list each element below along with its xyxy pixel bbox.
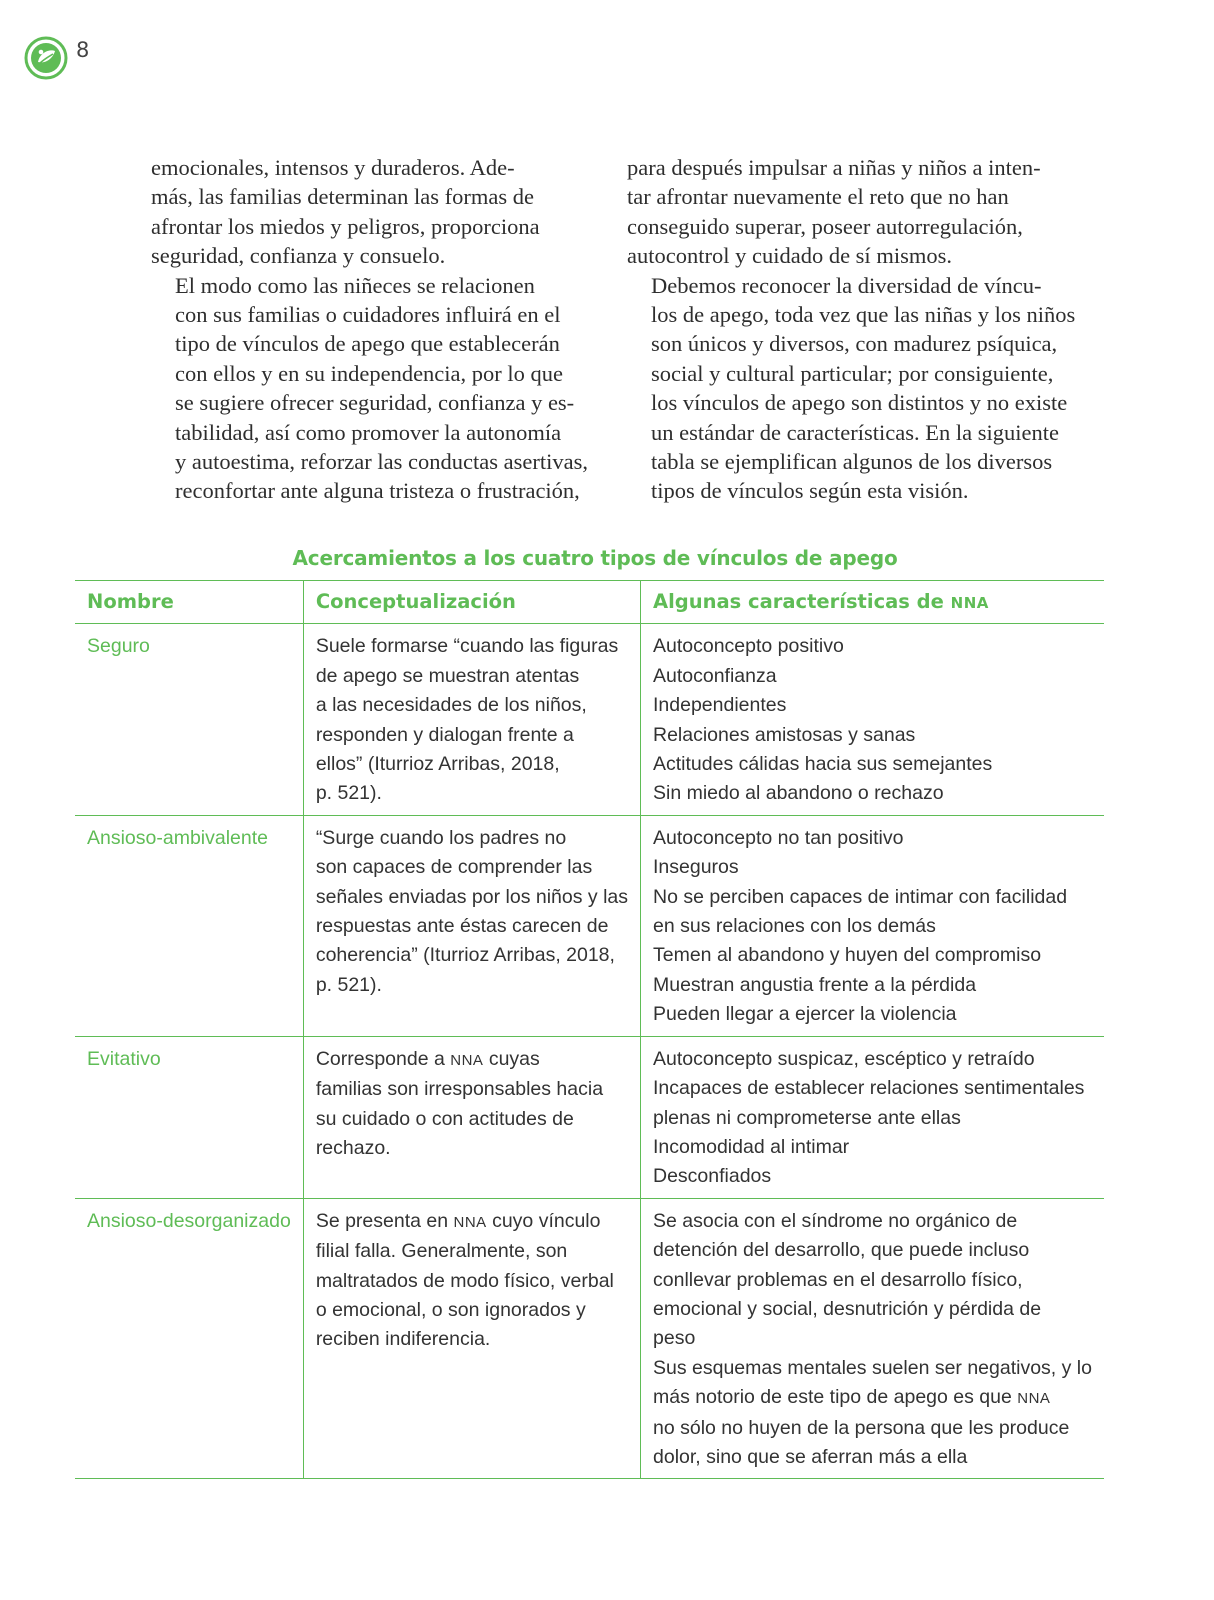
- concept-line: “Surge cuando los padres no: [315, 826, 567, 849]
- concept-line: son capaces de comprender las: [315, 856, 593, 879]
- text-line: se sugiere ofrecer seguridad, confianza y es-: [175, 390, 575, 416]
- traits-cell: [641, 624, 1105, 815]
- concept-line: reciben indiferencia.: [315, 1328, 491, 1351]
- acronym-nna: NNA: [950, 594, 989, 612]
- trait-line: conllevar problemas en el desarrollo físico,: [653, 1268, 1023, 1291]
- table-body: [75, 624, 1104, 1479]
- traits-cell: [641, 815, 1105, 1036]
- trait-line: Incomodidad al intimar: [653, 1135, 850, 1158]
- text-line: más, las familias determinan las formas de: [151, 184, 535, 210]
- concept-line: ellos” (Iturrioz Arribas, 2018,: [315, 753, 560, 776]
- text-line: tabilidad, así como promover la autonomía: [175, 419, 562, 445]
- concept-line: p. 521).: [315, 782, 382, 805]
- text-line: seguridad, confianza y consuelo.: [151, 243, 446, 269]
- attachment-type-name: Evitativo: [75, 1036, 303, 1198]
- traits-cell: [641, 1036, 1105, 1198]
- table-row: [75, 1036, 1104, 1198]
- paragraph: [627, 153, 1063, 271]
- trait-line: en sus relaciones con los demás: [653, 915, 936, 938]
- attachment-type-name: Ansioso-desorganizado: [75, 1198, 303, 1479]
- trait-line: Sin miedo al abandono o rechazo: [653, 782, 944, 805]
- text-line: con sus familias o cuidadores influirá en el: [175, 302, 561, 328]
- text-line: los vínculos de apego son distintos y no existe: [651, 390, 1068, 416]
- conceptualization-cell: [303, 1198, 640, 1479]
- table-header-row: [75, 581, 1104, 624]
- acronym-nna: NNA: [450, 1051, 484, 1069]
- concept-line: Corresponde a NNA cuyas: [315, 1047, 540, 1070]
- text-line: tar afrontar nuevamente el reto que no han: [627, 184, 1009, 210]
- paragraph: [627, 271, 1076, 506]
- text-line: para después impulsar a niñas y niños a inten-: [627, 155, 1041, 180]
- concept-line: rechazo.: [315, 1136, 391, 1159]
- trait-line: Desconfiados: [653, 1165, 772, 1188]
- trait-line: no sólo no huyen de la persona que les produce: [653, 1416, 1070, 1439]
- acronym-nna: NNA: [1017, 1390, 1051, 1408]
- left-column: [151, 153, 587, 506]
- trait-line: plenas ni comprometerse ante ellas: [653, 1106, 961, 1129]
- table-row: [75, 624, 1104, 815]
- concept-line: Suele formarse “cuando las figuras: [315, 635, 619, 658]
- trait-line: Sus esquemas mentales suelen ser negativos, y lo: [653, 1356, 1092, 1379]
- concept-line: Se presenta en NNA cuyo vínculo: [315, 1209, 601, 1232]
- conceptualization-cell: [303, 1036, 640, 1198]
- text-line: afrontar los miedos y peligros, proporciona: [151, 213, 540, 239]
- trait-line: Incapaces de establecer relaciones sentimentales: [653, 1077, 1085, 1100]
- right-column: [627, 153, 1076, 506]
- trait-line: Temen al abandono y huyen del compromiso: [653, 944, 1042, 967]
- text-line: tabla se ejemplifican algunos de los diversos: [651, 449, 1053, 475]
- body-text-columns: [151, 153, 1076, 506]
- text-line: Debemos reconocer la diversidad de víncu-: [651, 272, 1042, 298]
- attachment-types-table: [75, 580, 1104, 1479]
- page-number: 8: [76, 38, 90, 62]
- table-row: [75, 815, 1104, 1036]
- text-line: reconfortar ante alguna tristeza o frustración,: [175, 478, 580, 504]
- text-line: los de apego, toda vez que las niñas y los niños: [651, 302, 1076, 328]
- concept-line: familias son irresponsables hacia: [315, 1078, 604, 1101]
- text-line: autocontrol y cuidado de sí mismos.: [627, 243, 952, 269]
- text-line: conseguido superar, poseer autorregulación,: [627, 213, 1023, 239]
- concept-line: señales enviadas por los niños y las: [315, 885, 628, 908]
- trait-line: Se asocia con el síndrome no orgánico de: [653, 1209, 1018, 1232]
- paragraph: [151, 153, 587, 271]
- trait-line: Inseguros: [653, 856, 739, 879]
- concept-line: a las necesidades de los niños,: [315, 694, 587, 717]
- concept-line: o emocional, o son ignorados y: [315, 1298, 586, 1321]
- trait-line: detención del desarrollo, que puede incluso: [653, 1239, 1030, 1262]
- text-line: social y cultural particular; por consiguiente,: [651, 360, 1054, 386]
- trait-line: dolor, sino que se aferran más a ella: [653, 1445, 968, 1468]
- text-line: tipos de vínculos según esta visión.: [651, 478, 969, 504]
- trait-line: Autoconcepto positivo: [653, 635, 844, 658]
- paragraph: [151, 271, 587, 506]
- table-title: Acercamientos a los cuatro tipos de vínculos de apego: [292, 546, 898, 570]
- trait-line: Actitudes cálidas hacia sus semejantes: [653, 753, 993, 776]
- trait-line: Relaciones amistosas y sanas: [653, 723, 916, 746]
- trait-line: Autoconcepto no tan positivo: [653, 826, 904, 849]
- trait-line: Autoconcepto suspicaz, escéptico y retraído: [653, 1047, 1035, 1070]
- traits-cell: [641, 1198, 1105, 1479]
- text-line: con ellos y en su independencia, por lo que: [175, 360, 564, 386]
- attachment-type-name: Seguro: [75, 624, 303, 815]
- trait-line: más notorio de este tipo de apego es que NNA: [653, 1386, 1051, 1409]
- trait-line: Independientes: [653, 694, 787, 717]
- text-line: El modo como las niñeces se relacionen: [175, 272, 535, 298]
- column-header-concept: Conceptualización: [303, 581, 640, 624]
- text-line: tipo de vínculos de apego que establecerán: [175, 331, 560, 357]
- trait-line: No se perciben capaces de intimar con facilidad: [653, 885, 1068, 908]
- concept-line: coherencia” (Iturrioz Arribas, 2018,: [315, 944, 615, 967]
- concept-line: respuestas ante éstas carecen de: [315, 915, 609, 938]
- trait-line: Muestran angustia frente a la pérdida: [653, 973, 977, 996]
- concept-line: maltratados de modo físico, verbal: [315, 1269, 614, 1292]
- conceptualization-cell: [303, 624, 640, 815]
- trait-line: emocional y social, desnutrición y pérdida de: [653, 1297, 1042, 1320]
- concept-line: su cuidado o con actitudes de: [315, 1107, 574, 1130]
- column-header-traits: Algunas características de NNA: [641, 581, 1105, 624]
- concept-line: p. 521).: [315, 973, 382, 996]
- concept-line: de apego se muestran atentas: [315, 664, 580, 687]
- trait-line: peso: [653, 1327, 696, 1350]
- text-line: un estándar de características. En la siguiente: [651, 419, 1059, 445]
- attachment-type-name: Ansioso-ambivalente: [75, 815, 303, 1036]
- conceptualization-cell: [303, 815, 640, 1036]
- circular-leaf-logo-icon: [24, 36, 68, 80]
- acronym-nna: NNA: [453, 1213, 487, 1231]
- trait-line: Pueden llegar a ejercer la violencia: [653, 1003, 957, 1026]
- text-line: emocionales, intensos y duraderos. Ade-: [151, 155, 515, 180]
- trait-line: Autoconfianza: [653, 664, 777, 687]
- text-line: son únicos y diversos, con madurez psíquica,: [651, 331, 1058, 357]
- column-header-name: Nombre: [75, 581, 303, 624]
- table-row: [75, 1198, 1104, 1479]
- text-line: y autoestima, reforzar las conductas asertivas,: [175, 449, 588, 475]
- concept-line: responden y dialogan frente a: [315, 723, 574, 746]
- concept-line: filial falla. Generalmente, son: [315, 1240, 568, 1263]
